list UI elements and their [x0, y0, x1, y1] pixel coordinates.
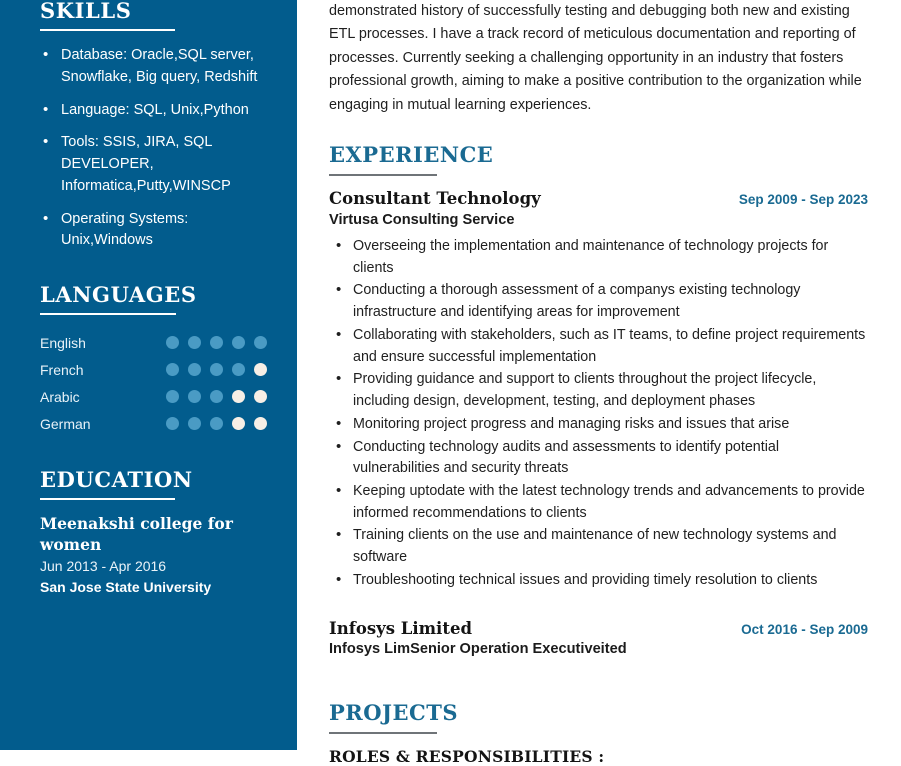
list-item: • Overseeing the implementation and maintenance of technology projects for clients [329, 236, 868, 279]
experience-entry [329, 619, 868, 660]
projects-divider [329, 732, 437, 734]
experience-heading: EXPERIENCE [329, 142, 494, 168]
rating-dot-filled [188, 417, 201, 430]
rating-dot-filled [188, 363, 201, 376]
skills-divider [40, 29, 175, 31]
rating-dot-filled [166, 363, 179, 376]
language-label: English [40, 334, 86, 351]
rating-dot-empty [254, 417, 267, 430]
job-dates: Oct 2016 - Sep 2009 [741, 621, 868, 637]
sidebar-section-languages [40, 284, 267, 437]
job-company: Infosys LimSenior Operation Executiveited [329, 641, 627, 658]
job-title: Infosys Limited [329, 618, 472, 638]
job-company: Virtusa Consulting Service [329, 212, 515, 229]
list-item: • Collaborating with stakeholders, such as IT teams, to define project requirements and ensure successful implementation [329, 325, 868, 368]
list-item: • Conducting technology audits and assessments to identify potential vulnerabilities and security threats [329, 437, 868, 480]
language-label: French [40, 361, 84, 378]
education-divider [40, 498, 175, 500]
skills-list [40, 45, 267, 252]
list-item [40, 356, 267, 383]
language-label: Arabic [40, 388, 80, 405]
sidebar-section-skills [40, 0, 267, 252]
education-school: Meenakshi college for women [40, 514, 233, 554]
list-item: • Troubleshooting technical issues and providing timely resolution to clients [329, 570, 868, 592]
rating-dot-filled [166, 417, 179, 430]
experience-divider [329, 174, 437, 176]
experience-entry-header [329, 619, 868, 640]
list-item: • Monitoring project progress and managing risks and issues that arise [329, 414, 868, 436]
rating-dot-filled [166, 336, 179, 349]
language-label: German [40, 415, 91, 432]
rating-dot-empty [232, 417, 245, 430]
language-rating-dots [166, 363, 267, 376]
sidebar [0, 0, 297, 750]
main-content [297, 0, 901, 766]
list-item [40, 329, 267, 356]
rating-dot-filled [254, 336, 267, 349]
rating-dot-filled [232, 363, 245, 376]
list-item: • Tools: SSIS, JIRA, SQL DEVELOPER, Informatica,Putty,WINSCP [40, 132, 267, 197]
rating-dot-empty [254, 390, 267, 403]
section-projects [329, 701, 868, 766]
job-duties-list [329, 236, 868, 592]
skills-heading: SKILLS [40, 0, 132, 23]
list-item: • Database: Oracle,SQL server, Snowflake, Big query, Redshift [40, 45, 267, 89]
language-rating-dots [166, 336, 267, 349]
rating-dot-empty [254, 363, 267, 376]
sidebar-section-education [40, 469, 267, 598]
education-heading: EDUCATION [40, 467, 193, 493]
languages-divider [40, 313, 176, 315]
job-title: Consultant Technology [329, 189, 541, 209]
education-dates: Jun 2013 - Apr 2016 [40, 557, 167, 574]
list-item [40, 383, 267, 410]
language-rating-dots [166, 390, 267, 403]
roles-responsibilities-label: ROLES & RESPONSIBILITIES : [329, 747, 605, 766]
rating-dot-empty [232, 390, 245, 403]
languages-list [40, 329, 267, 437]
rating-dot-filled [166, 390, 179, 403]
education-university: San Jose State University [40, 579, 212, 596]
list-item: • Language: SQL, Unix,Python [40, 100, 267, 122]
rating-dot-filled [232, 336, 245, 349]
list-item: • Providing guidance and support to clients throughout the project lifecycle, including design, development, testing, and deployment phases [329, 369, 868, 412]
language-rating-dots [166, 417, 267, 430]
experience-entry-header [329, 189, 868, 210]
rating-dot-filled [188, 336, 201, 349]
job-dates: Sep 2009 - Sep 2023 [738, 192, 868, 208]
list-item: • Conducting a thorough assessment of a companys existing technology infrastructure and identifying areas for improvement [329, 280, 868, 323]
rating-dot-filled [210, 390, 223, 403]
rating-dot-filled [188, 390, 201, 403]
list-item: • Training clients on the use and maintenance of new technology systems and software [329, 525, 868, 568]
projects-heading: PROJECTS [329, 700, 458, 726]
section-experience [329, 143, 868, 659]
list-item: • Operating Systems: Unix,Windows [40, 209, 267, 253]
list-item: • Keeping uptodate with the latest technology trends and advancements to provide informed recommendations to clients [329, 481, 868, 524]
experience-entry [329, 189, 868, 591]
rating-dot-filled [210, 363, 223, 376]
list-item [40, 410, 267, 437]
education-entry [40, 514, 267, 598]
rating-dot-filled [210, 336, 223, 349]
languages-heading: LANGUAGES [40, 282, 197, 308]
summary-paragraph: demonstrated history of successfully testing and debugging both new and existing ETL processes. I have a track record of meticulous documentation and reporting of processes. Currently seeking a challenging opportunity in an industry that fosters professional growth, aiming to make a positive contribution to the organization while engaging in mutual learning experiences. [329, 3, 862, 113]
rating-dot-filled [210, 417, 223, 430]
